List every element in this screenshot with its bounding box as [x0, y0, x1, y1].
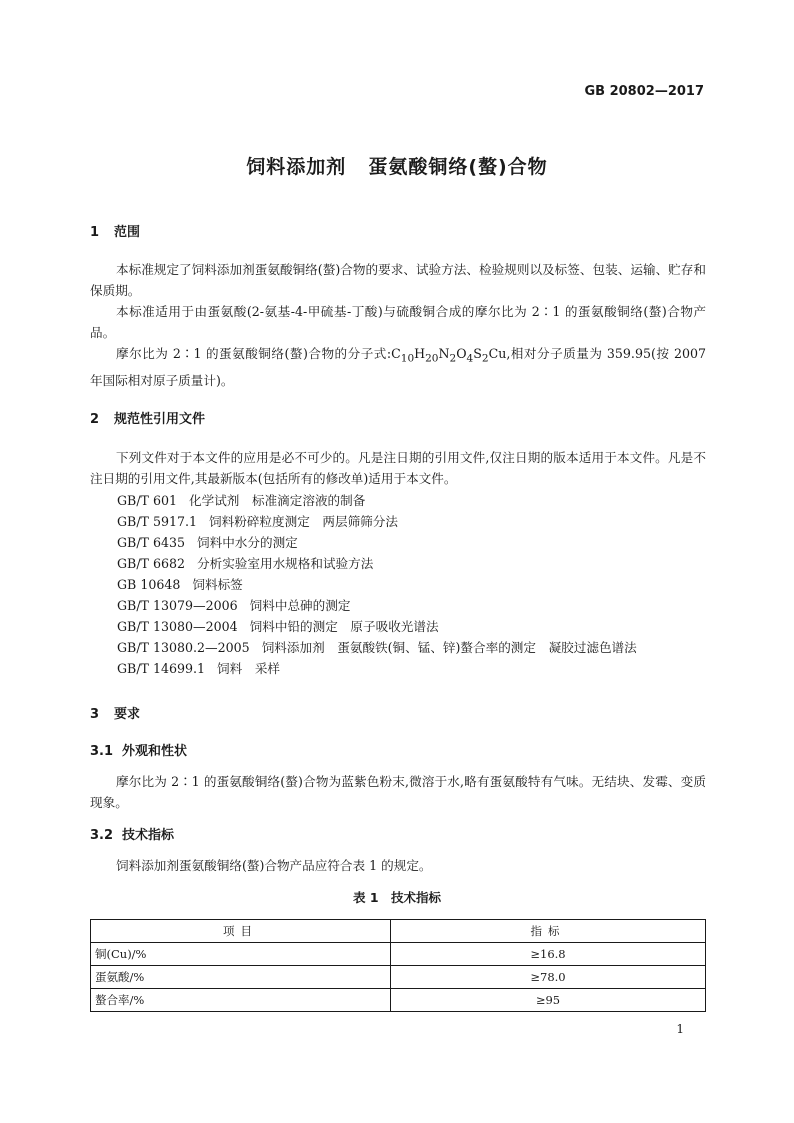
- scope-paragraph-2: 本标准适用于由蛋氨酸(2-氨基-4-甲硫基-丁酸)与硫酸铜合成的摩尔比为 2∶1 的蛋氨酸铜络(螯)合物产品。: [90, 304, 706, 340]
- column-header-indicator: 指标: [391, 920, 706, 943]
- reference-title: 饲料中总砷的测定: [249, 598, 351, 613]
- reference-code: GB/T 6435: [117, 535, 186, 550]
- table-header-row: [91, 920, 706, 943]
- reference-item: [117, 658, 280, 677]
- reference-code: GB/T 14699.1: [117, 661, 206, 676]
- standard-number: GB 20802—2017: [584, 84, 704, 99]
- reference-item: [117, 532, 298, 551]
- section-title: 范围: [114, 225, 141, 240]
- table-row: [91, 966, 706, 989]
- scope-paragraph-1: 本标准规定了饲料添加剂蛋氨酸铜络(螯)合物的要求、试验方法、检验规则以及标签、包装、运输、贮存和保质期。: [90, 262, 706, 298]
- reference-title: 化学试剂 标准滴定溶液的制备: [189, 493, 366, 508]
- technical-spec-paragraph: 饲料添加剂蛋氨酸铜络(螯)合物产品应符合表 1 的规定。: [116, 858, 432, 873]
- reference-item: [117, 574, 243, 593]
- references-intro: 下列文件对于本文件的应用是必不可少的。凡是注日期的引用文件,仅注日期的版本适用于本文件。凡是不注日期的引用文件,其最新版本(包括所有的修改单)适用于本文件。: [90, 450, 706, 486]
- reference-code: GB/T 13079—2006: [117, 598, 238, 613]
- title-part-1: 饲料添加剂: [246, 156, 347, 178]
- reference-item: [117, 511, 398, 530]
- molecular-formula: $C_{10}H_{20}N_2O_4S_2Cu$: [391, 346, 507, 365]
- section-3-2-heading: [90, 824, 174, 843]
- reference-item: [117, 616, 439, 635]
- section-number: 2: [90, 412, 100, 427]
- document-title: [0, 152, 794, 179]
- reference-item: [117, 637, 637, 656]
- title-part-2: 蛋氨酸铜络(螯)合物: [368, 156, 548, 178]
- section-title: 规范性引用文件: [114, 412, 206, 427]
- item-cell: 铜(Cu)/%: [91, 943, 391, 966]
- item-cell: 螯合率/%: [91, 989, 391, 1012]
- reference-code: GB/T 601: [117, 493, 177, 508]
- reference-title: 饲料中铅的测定 原子吸收光谱法: [249, 619, 439, 634]
- section-3-heading: [90, 703, 140, 722]
- section-1-heading: [90, 221, 140, 240]
- section-number: 3.2: [90, 828, 114, 843]
- reference-item: [117, 595, 350, 614]
- reference-title: 饲料 采样: [217, 661, 281, 676]
- reference-item: [117, 490, 365, 509]
- table-1-caption: 表 1 技术指标: [352, 890, 442, 905]
- item-cell: 蛋氨酸/%: [91, 966, 391, 989]
- section-3-1-heading: [90, 740, 187, 759]
- reference-title: 饲料添加剂 蛋氨酸铁(铜、锰、锌)螯合率的测定 凝胶过滤色谱法: [261, 640, 637, 655]
- section-number: 3: [90, 707, 100, 722]
- reference-title: 分析实验室用水规格和试验方法: [197, 556, 374, 571]
- section-title: 技术指标: [122, 828, 175, 843]
- table-row: [91, 989, 706, 1012]
- molecular-weight-text: ,相对分子质量为 359.95(按 2007 年国际相对原子质量计)。: [90, 346, 706, 388]
- page-number: 1: [676, 1022, 684, 1036]
- reference-item: [117, 553, 373, 572]
- reference-code: GB 10648: [117, 577, 181, 592]
- reference-title: 饲料标签: [192, 577, 243, 592]
- appearance-paragraph: 摩尔比为 2∶1 的蛋氨酸铜络(螯)合物为蓝紫色粉末,微溶于水,略有蛋氨酸特有气味。无结块、发霉、变质现象。: [90, 774, 706, 810]
- technical-indicators-table: [90, 919, 706, 1012]
- value-cell: ≥16.8: [391, 943, 706, 966]
- table-row: [91, 943, 706, 966]
- section-title: 要求: [114, 707, 141, 722]
- section-title: 外观和性状: [122, 744, 188, 759]
- section-number: 1: [90, 225, 100, 240]
- column-header-item: 项目: [91, 920, 391, 943]
- reference-title: 饲料中水分的测定: [197, 535, 298, 550]
- reference-code: GB/T 13080—2004: [117, 619, 238, 634]
- reference-code: GB/T 5917.1: [117, 514, 198, 529]
- value-cell: ≥78.0: [391, 966, 706, 989]
- reference-title: 饲料粉碎粒度测定 两层筛筛分法: [209, 514, 398, 529]
- scope-paragraph-3: [90, 343, 706, 391]
- section-2-heading: [90, 408, 205, 427]
- reference-code: GB/T 13080.2—2005: [117, 640, 250, 655]
- formula-intro: 摩尔比为 2∶1 的蛋氨酸铜络(螯)合物的分子式:: [116, 346, 392, 361]
- reference-code: GB/T 6682: [117, 556, 186, 571]
- section-number: 3.1: [90, 744, 114, 759]
- value-cell: ≥95: [391, 989, 706, 1012]
